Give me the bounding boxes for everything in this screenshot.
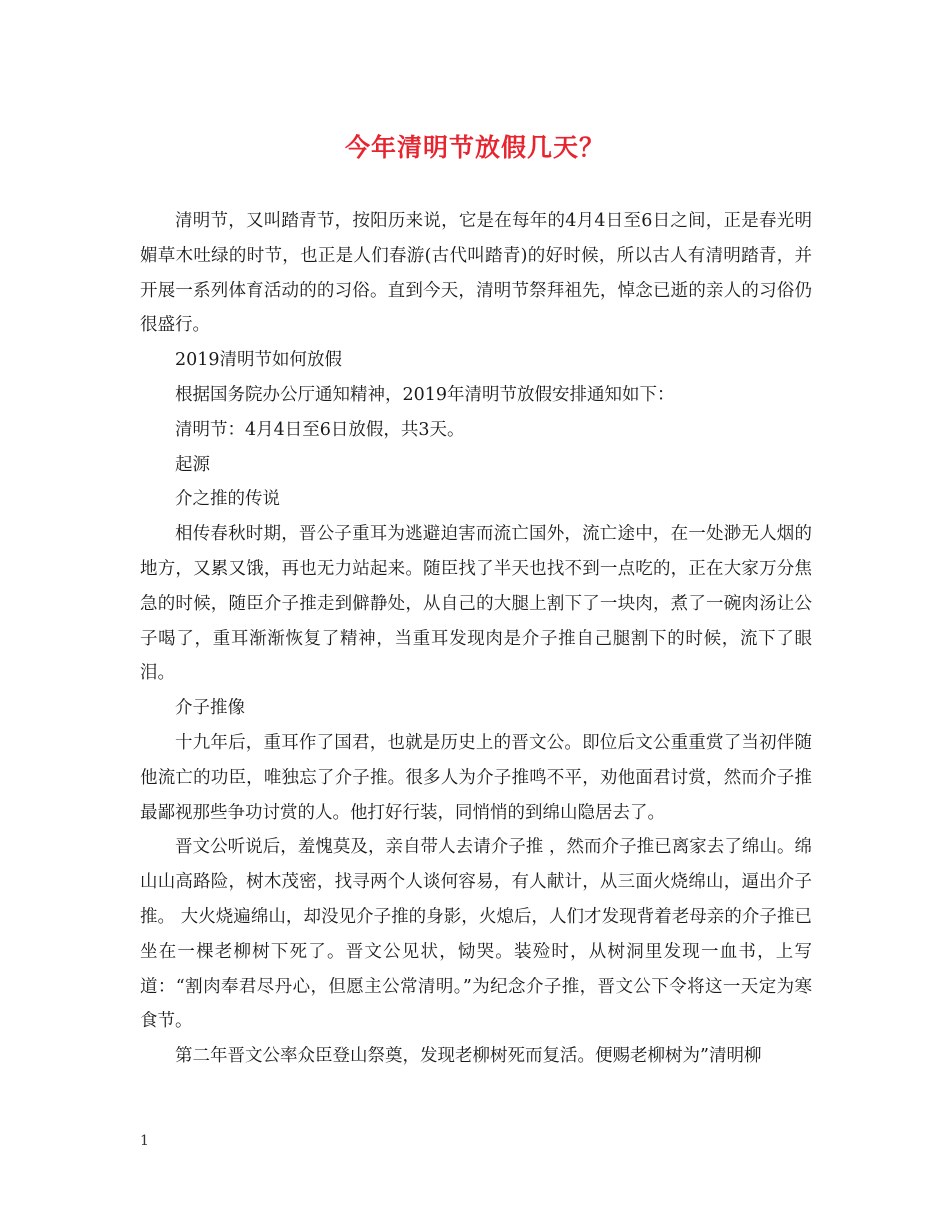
- document-body: [140, 204, 812, 1074]
- paragraph-second-year: 第二年晋文公率众臣登山祭奠，发现老柳树死而复活。便赐老柳树为”清明柳: [175, 1046, 762, 1067]
- paragraph-nineteen-years: 十九年后，重耳作了国君，也就是历史上的晋文公。即位后文公重重赏了当初伴随他流亡的功臣，唯独忘了介子推。很多人为介子推鸣不平，劝他面君讨赏，然而介子推最鄙视那些争功讨赏的人。他打好行装，同悄悄的到绵山隐居去了。: [140, 732, 812, 823]
- paragraph-intro: 清明节，又叫踏青节，按阳历来说，它是在每年的4月4日至6日之间，正是春光明媚草木吐绿的时节，也正是人们春游(古代叫踏青)的好时候，所以古人有清明踏青，并开展一系列体育活动的的习俗。直到今天，清明节祭拜祖先，悼念已逝的亲人的习俗仍很盛行。: [140, 211, 812, 336]
- heading-legend: 介之推的传说: [175, 489, 280, 510]
- paragraph-notice: 根据国务院办公厅通知精神，2019年清明节放假安排通知如下：: [175, 384, 675, 405]
- heading-origin: 起源: [175, 454, 210, 475]
- heading-holiday: 2019清明节如何放假: [175, 350, 343, 371]
- paragraph-legend: 相传春秋时期，晋公子重耳为逃避迫害而流亡国外，流亡途中，在一处渺无人烟的地方，又累又饿，再也无力站起来。随臣找了半天也找不到一点吃的，正在大家万分焦急的时候，随臣介子推走到僻静处，从自己的大腿上割下了一块肉，煮了一碗肉汤让公子喝了，重耳渐渐恢复了精神，当重耳发现肉是介子推自己腿割下的时候，流下了眼泪。: [140, 524, 812, 684]
- heading-portrait: 介子推像: [175, 698, 245, 719]
- page-number: 1: [140, 1133, 149, 1149]
- paragraph-schedule: 清明节：4月4日至6日放假，共3天。: [175, 419, 465, 440]
- page-title: 今年清明节放假几天？: [344, 133, 605, 162]
- paragraph-mianshan: 晋文公听说后，羞愧莫及，亲自带人去请介子推 ，然而介子推已离家去了绵山。绵山山高路险，树木茂密，找寻两个人谈何容易，有人献计，从三面火烧绵山，逼出介子推。 大火烧遍绵山，却没见介子推的身影，火熄后，人们才发现背着老母亲的介子推已坐在一棵老柳树下死了。晋文公见状，恸哭。装殓时，从树洞里发现一血书，上写道：“割肉奉君尽丹心，但愿主公常清明。”为纪念介子推，晋文公下令将这一天定为寒食节。: [140, 837, 812, 1032]
